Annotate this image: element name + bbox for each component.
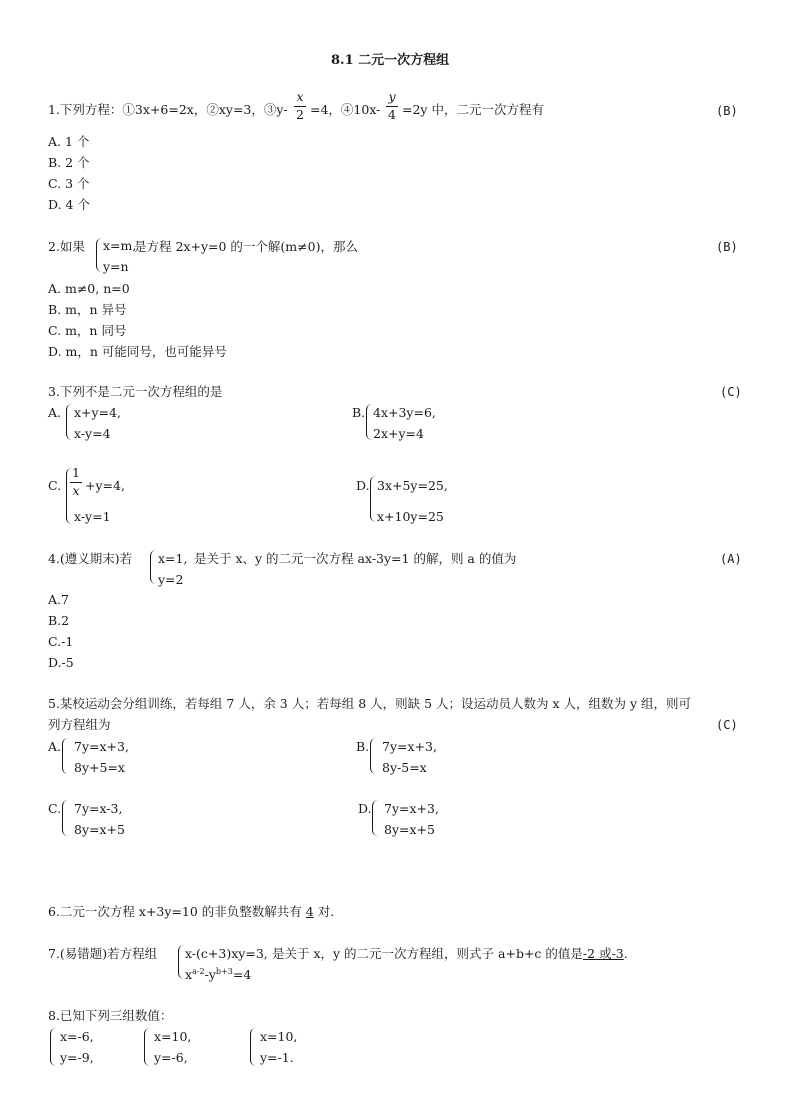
- q4-suffix: 是关于 x、y 的二元一次方程 ax-3y=1 的解，则 a 的值为: [194, 551, 517, 566]
- q3-option-a-brace: [66, 404, 72, 440]
- q1-option-b: B. 2 个: [48, 155, 90, 170]
- q1-text-c: =2y 中，二元一次方程有: [402, 102, 544, 117]
- q8-set2-brace: [144, 1028, 150, 1066]
- q5-option-c-brace: [62, 800, 68, 836]
- q8-set2-line2: y=-6,: [154, 1050, 188, 1065]
- q4-answer: (A): [720, 552, 742, 566]
- q5-option-a-brace: [62, 738, 68, 774]
- q3-option-c-label: C.: [48, 478, 62, 493]
- q3-option-b-line2: 2x+y=4: [373, 426, 424, 441]
- q3-option-a-label: A.: [48, 405, 62, 420]
- q1-option-d: D. 4 个: [48, 197, 90, 212]
- q5-line1: 5.某校运动会分组训练，若每组 7 人，余 3 人；若每组 8 人，则缺 5 人；设运动员人数为 x 人，组数为 y 组，则可: [48, 696, 692, 711]
- q3-option-b-label: B.: [352, 405, 366, 420]
- q4-option-a: A.7: [48, 592, 69, 607]
- q3-option-a-line2: x-y=4: [74, 426, 111, 441]
- q8-set1-line1: x=-6,: [60, 1029, 94, 1044]
- q8-set3-brace: [250, 1028, 256, 1066]
- q3-option-d-line1: 3x+5y=25,: [377, 478, 448, 493]
- q5-line2: 列方程组为: [48, 717, 111, 732]
- q3-stem: 3.下列不是二元一次方程组的是: [48, 384, 223, 399]
- q5-option-c-label: C.: [48, 801, 62, 816]
- q8-set1-brace: [50, 1028, 56, 1066]
- q5-option-a-line1: 7y=x+3,: [74, 739, 129, 754]
- q3-option-c-fraction: 1 x: [72, 465, 80, 498]
- q4-option-c: C.-1: [48, 634, 74, 649]
- q7-prefix: 7.(易错题)若方程组: [48, 946, 158, 961]
- q2-option-b: B. m，n 异号: [48, 302, 127, 317]
- q5-option-b-line1: 7y=x+3,: [382, 739, 437, 754]
- q2-suffix: 是方程 2x+y=0 的一个解(m≠0)，那么: [134, 239, 358, 254]
- q8-stem: 8.已知下列三组数值：: [48, 1008, 173, 1023]
- q2-brace: [96, 238, 102, 272]
- q1-option-c: C. 3 个: [48, 176, 90, 191]
- q5-option-d-line2: 8y=x+5: [384, 822, 435, 837]
- q4-sys-line2: y=2: [158, 572, 184, 587]
- q5-option-d-brace: [372, 800, 378, 836]
- q3-answer: (C): [720, 385, 742, 399]
- q1-answer: (B): [716, 104, 738, 118]
- q5-option-a-label: A.: [48, 739, 62, 754]
- q4-sys-line1: x=1,: [158, 551, 188, 566]
- q5-option-c-line2: 8y=x+5: [74, 822, 125, 837]
- q3-option-c-line2: x-y=1: [74, 509, 111, 524]
- q2-answer: (B): [716, 240, 738, 254]
- q3-option-d-line2: x+10y=25: [377, 509, 444, 524]
- q7-answer-blank: -2 或-3: [582, 946, 624, 961]
- q5-option-c-line1: 7y=x-3,: [74, 801, 123, 816]
- q5-option-b-line2: 8y-5=x: [382, 760, 427, 775]
- q5-option-a-line2: 8y+5=x: [74, 760, 125, 775]
- q4-brace: [150, 550, 156, 584]
- q1-text-b: =4，④10x-: [310, 102, 381, 117]
- q4-option-b: B.2: [48, 613, 70, 628]
- q2-prefix: 2.如果: [48, 239, 85, 254]
- q3-option-d-brace: [370, 476, 376, 522]
- q8-set2-line1: x=10,: [154, 1029, 192, 1044]
- q5-option-b-brace: [370, 738, 376, 774]
- q6-line: [48, 906, 334, 919]
- q2-sys-line1: x=m,: [103, 238, 137, 253]
- q5-option-b-label: B.: [356, 739, 370, 754]
- q1-option-a: A. 1 个: [48, 134, 90, 149]
- q7-sys-line2: $x^{a-2}-y^{b+3}=4$: [185, 967, 252, 983]
- q3-option-b-line1: 4x+3y=6,: [373, 405, 436, 420]
- q3-option-c-line1-rest: +y=4,: [85, 478, 125, 493]
- q1-text-a: 1.下列方程：①3x+6=2x，②xy=3，③y-: [48, 102, 288, 117]
- q8-set3-line2: y=-1.: [260, 1050, 294, 1065]
- q3-option-a-line1: x+y=4,: [74, 405, 121, 420]
- q3-option-b-brace: [366, 404, 372, 440]
- q8-set3-line1: x=10,: [260, 1029, 298, 1044]
- q2-option-d: D. m，n 可能同号，也可能异号: [48, 344, 227, 359]
- q5-answer: (C): [716, 718, 738, 732]
- q1-fraction-b: y 4: [388, 89, 396, 122]
- q7-brace: [178, 945, 184, 979]
- q1-fraction-a: x 2: [296, 89, 304, 122]
- q6-end: 对.: [317, 904, 335, 919]
- q7-suffix: 是关于 x，y 的二元一次方程组，则式子 a+b+c 的值是: [272, 946, 583, 961]
- q7-sys-line1: x-(c+3)xy=3,: [185, 946, 268, 961]
- q5-option-d-line1: 7y=x+3,: [384, 801, 439, 816]
- q7-suffix-line: [272, 948, 628, 961]
- q5-option-d-label: D.: [358, 801, 372, 816]
- q7-end: .: [623, 946, 628, 961]
- q2-sys-line2: y=n: [103, 259, 129, 274]
- q8-set1-line2: y=-9,: [60, 1050, 94, 1065]
- q2-option-c: C. m，n 同号: [48, 323, 127, 338]
- q3-option-d-label: D.: [356, 478, 370, 493]
- page-title: 8.1 二元一次方程组: [331, 53, 450, 68]
- q6-text: 6.二元一次方程 x+3y=10 的非负整数解共有: [48, 904, 302, 919]
- q2-option-a: A. m≠0, n=0: [48, 281, 130, 296]
- q4-prefix: 4.(遵义期末)若: [48, 551, 133, 566]
- q4-option-d: D.-5: [48, 655, 74, 670]
- q6-answer-blank: 4: [305, 904, 314, 919]
